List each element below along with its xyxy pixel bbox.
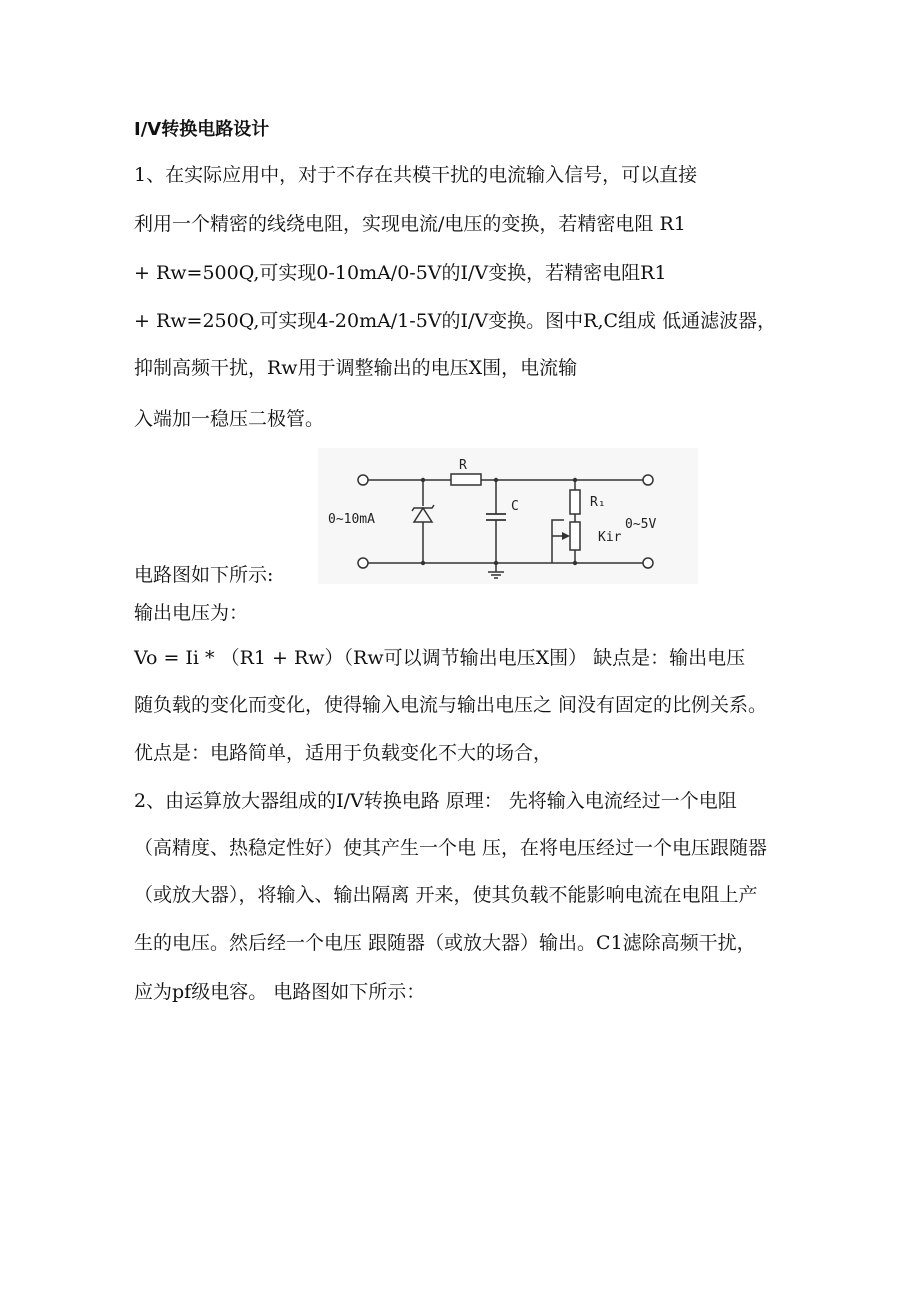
text-line: + Rw=250Q,可实现4-20mA/1-5V的I/V变换。图中R,C组成 低通滤波器， xyxy=(134,310,777,332)
output-terminal-top xyxy=(643,475,653,485)
text-line: （高精度、热稳定性好）使其产生一个电 压，在将电压经过一个电压跟随器 xyxy=(134,837,768,859)
text-line: 入端加一稳压二极管。 xyxy=(134,408,325,430)
capacitor-label: C xyxy=(511,499,519,514)
output-terminal-bottom xyxy=(643,558,653,568)
input-terminal-top xyxy=(358,475,368,485)
input-label: 0~10mA xyxy=(328,512,375,527)
doc-title: I/V转换电路设计 xyxy=(134,119,270,140)
text-line: 输出电压为： xyxy=(134,602,249,624)
text-line: 抑制高频干扰，Rw用于调整输出的电压X围，电流输 xyxy=(134,357,578,379)
resistor-label: R xyxy=(459,458,467,473)
pot-label: Kir xyxy=(598,530,622,545)
text-line: 随负载的变化而变化，使得输入电流与输出电压之 间没有固定的比例关系。 xyxy=(134,694,768,716)
junction-dot xyxy=(494,478,498,482)
r1-label: R₁ xyxy=(590,495,606,510)
resistor-r1 xyxy=(570,490,580,514)
junction-dot xyxy=(421,561,425,565)
junction-dot xyxy=(421,478,425,482)
formula-line: Vo = Ii * （R1 + Rw）（Rw可以调节输出电压X围） 缺点是：输出电压 xyxy=(134,647,746,669)
potentiometer xyxy=(570,522,580,550)
junction-dot xyxy=(573,561,577,565)
circuit-caption: 电路图如下所示: xyxy=(134,564,274,586)
text-line: 1、在实际应用中，对于不存在共模干扰的电流输入信号，可以直接 xyxy=(134,164,698,186)
text-line: 优点是：电路简单，适用于负载变化不大的场合， xyxy=(134,742,553,764)
text-line: 应为pf级电容。 电路图如下所示： xyxy=(134,981,426,1003)
text-line: + Rw=500Q,可实现0-10mA/0-5V的I/V变换，若精密电阻R1 xyxy=(134,262,667,284)
junction-dot xyxy=(573,478,577,482)
text-line: 生的电压。然后经一个电压 跟随器（或放大器）输出。C1滤除高频干扰， xyxy=(134,932,756,954)
iv-circuit-diagram xyxy=(318,448,698,584)
text-line: 2、由运算放大器组成的I/V转换电路 原理： 先将输入电流经过一个电阻 xyxy=(134,790,737,812)
resistor-r xyxy=(451,474,481,485)
output-label: 0~5V xyxy=(625,517,657,532)
text-line: （或放大器），将输入、输出隔离 开来，使其负载不能影响电流在电阻上产 xyxy=(134,884,758,906)
input-terminal-bottom xyxy=(358,558,368,568)
text-line: 利用一个精密的线绕电阻，实现电流/电压的变换，若精密电阻 R1 xyxy=(134,213,686,235)
